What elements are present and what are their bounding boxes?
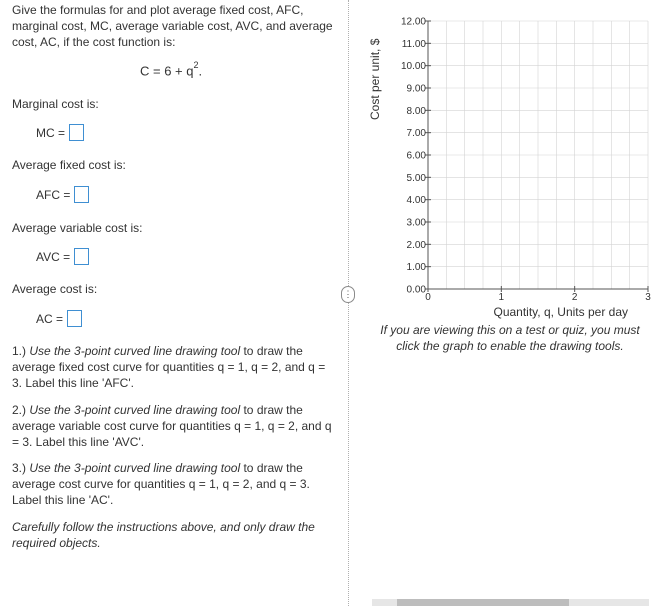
graph-axes: [425, 21, 648, 292]
y-tick-label: 9.00: [406, 83, 426, 95]
instruction-3-text: to draw the average cost curve for quantities q = 1, q = 2, and q = 3. Label this line 'AC'.: [12, 461, 310, 507]
mc-row: [36, 124, 84, 141]
ac-answer-box[interactable]: [67, 310, 82, 327]
y-tick-label: 2.00: [406, 239, 426, 251]
mc-label: Marginal cost is:: [12, 97, 99, 111]
y-tick-label: 3.00: [406, 217, 426, 229]
afc-answer-box[interactable]: [74, 186, 89, 203]
instruction-1-tool: Use the 3-point curved line drawing tool: [29, 344, 241, 358]
avc-row: [36, 248, 89, 265]
avc-answer-box[interactable]: [74, 248, 89, 265]
pane-resize-handle[interactable]: [341, 286, 355, 303]
instruction-3-prefix: 3.): [12, 461, 30, 475]
y-tick-label: 5.00: [406, 172, 426, 184]
instruction-2-tool: Use the 3-point curved line drawing tool: [29, 403, 241, 417]
instruction-3-tool: Use the 3-point curved line drawing tool: [29, 461, 241, 475]
y-tick-label: 4.00: [406, 195, 426, 207]
instruction-3: [12, 460, 332, 508]
pane-divider[interactable]: [348, 0, 350, 606]
y-tick-label: 7.00: [406, 128, 426, 140]
drawing-graph[interactable]: [360, 0, 657, 320]
y-tick-label: 11.00: [401, 38, 426, 50]
x-tick-label: 2: [571, 292, 578, 303]
x-tick-label: 3: [645, 292, 651, 303]
afc-label: Average fixed cost is:: [12, 158, 126, 172]
formula-base: C = 6 + q: [140, 63, 194, 79]
graph-grid: [428, 21, 648, 289]
y-tick-label: 8.00: [406, 105, 426, 117]
y-tick-label: 6.00: [406, 150, 426, 162]
horizontal-scrollbar-thumb[interactable]: [397, 599, 569, 606]
formula-end: .: [198, 63, 203, 79]
y-tick-label: 12.00: [400, 16, 426, 28]
avc-eq: AVC =: [36, 249, 71, 264]
ac-label: Average cost is:: [12, 282, 98, 296]
question-text: Give the formulas for and plot average fixed cost, AFC, marginal cost, MC, average variable cost, AVC, and average cost, AC, if the cost function is:: [12, 3, 333, 49]
graph-hint: If you are viewing this on a test or quiz, you must click the graph to enable the drawing tools.: [380, 323, 640, 353]
y-tick-label: 0.00: [406, 284, 426, 296]
x-tick-label: 1: [498, 292, 505, 303]
y-tick-label: 10.00: [400, 61, 426, 73]
instruction-1-text: to draw the average fixed cost curve for quantities q = 1, q = 2, and q = 3. Label this line 'AFC'.: [12, 344, 326, 390]
instruction-2-prefix: 2.): [12, 403, 30, 417]
x-axis-label: Quantity, q, Units per day: [493, 305, 628, 319]
mc-eq: MC =: [36, 125, 66, 140]
y-axis-label: Cost per unit, $: [368, 38, 382, 120]
x-tick-label: 0: [425, 292, 431, 303]
instruction-2: [12, 402, 332, 450]
formula-exponent: 2: [193, 60, 199, 70]
afc-row: [36, 186, 89, 203]
ac-eq: AC =: [36, 311, 64, 326]
cost-function-formula: [140, 62, 202, 78]
y-tick-labels: [401, 17, 426, 296]
instruction-2-text: to draw the average variable cost curve for quantities q = 1, q = 2, and q = 3. Label this line 'AVC'.: [12, 403, 332, 449]
ac-row: [36, 310, 82, 327]
mc-answer-box[interactable]: [69, 124, 84, 141]
afc-eq: AFC =: [36, 187, 71, 202]
more-dots-icon: ⋮: [343, 289, 353, 299]
instruction-1-prefix: 1.): [12, 344, 30, 358]
avc-label: Average variable cost is:: [12, 221, 143, 235]
instructions-note: Carefully follow the instructions above, and only draw the required objects.: [12, 520, 315, 550]
y-tick-label: 1.00: [406, 262, 426, 274]
instruction-1: [12, 343, 332, 391]
x-tick-labels: [425, 292, 651, 303]
